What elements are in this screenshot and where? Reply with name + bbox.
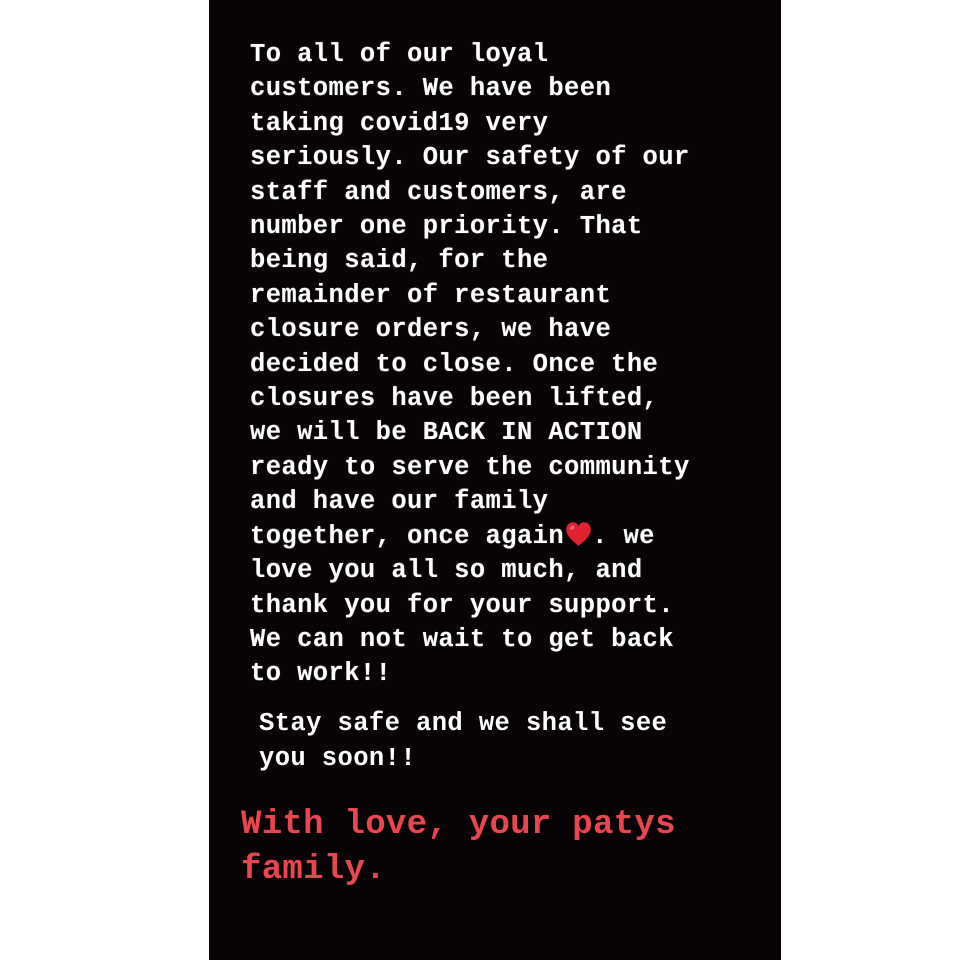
message-line: staff and customers, are [250, 177, 627, 207]
message-line: to work!! [250, 659, 392, 689]
message-line: being said, for the [250, 246, 549, 276]
message-line: number one priority. That [250, 212, 643, 242]
message-line: and have our family [250, 487, 549, 517]
signoff-line: With love, your patys [241, 806, 676, 844]
stay-safe-line: Stay safe and we shall see [259, 709, 668, 738]
message-line: seriously. Our safety of our [250, 143, 690, 173]
story-frame [209, 0, 781, 960]
message-text [250, 38, 775, 692]
message-line: ready to serve the community [250, 452, 690, 482]
message-line: together, once again [250, 521, 565, 551]
signoff-line: family. [241, 851, 386, 889]
message-line: customers. We have been [250, 74, 612, 104]
message-line: thank you for your support. [250, 590, 674, 620]
message-line: We can not wait to get back [250, 624, 674, 654]
message-line: love you all so much, and [250, 556, 643, 586]
message-line: closures have been lifted, [250, 384, 659, 414]
message-line: . we [592, 521, 655, 551]
message-line: taking covid19 very [250, 108, 549, 138]
message-line: To all of our loyal [250, 40, 549, 69]
signoff-text [241, 803, 776, 893]
message-line: closure orders, we have [250, 315, 612, 345]
stay-safe-line: you soon!! [259, 743, 417, 773]
heart-icon [565, 521, 592, 547]
message-line: decided to close. Once the [250, 349, 659, 379]
message-line: remainder of restaurant [250, 280, 612, 310]
stay-safe-text [259, 707, 769, 776]
message-line: we will be BACK IN ACTION [250, 418, 643, 448]
